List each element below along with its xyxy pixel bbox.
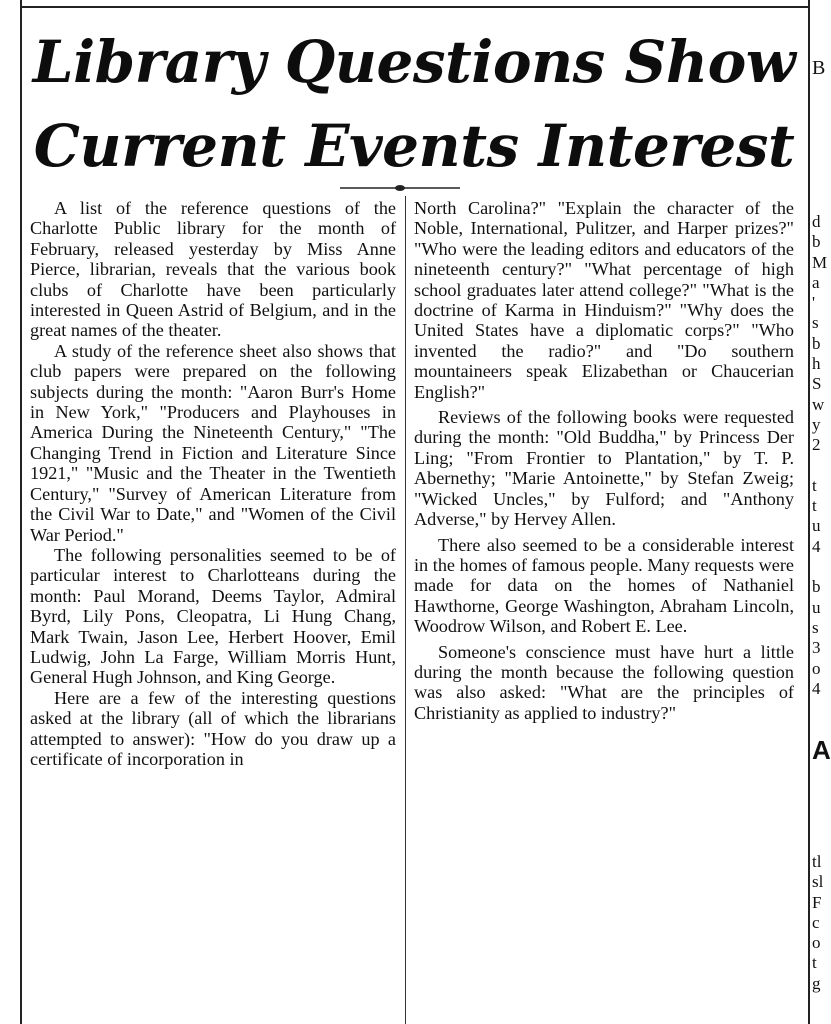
right-column-rule xyxy=(808,0,810,1024)
paragraph-continued: North Carolina?" "Explain the character of the Noble, International, Pulitzer, and Harper prizes?" "Who were the leading editors and educators of the nineteenth century?" "What percentage of high school graduates later attend college?" "What is the doctrine of Karma in Hinduism?" "Why does the United States have a diplomatic corps?" "Who invented the radio?" and "Do southern mountaineers speak Elizabethan or Chaucerian English?" xyxy=(414,198,794,402)
paragraph: The following personalities seemed to be of particular interest to Charlotteans during the month: Paul Morand, Deems Taylor, Admiral Byrd, Lily Pons, Cleopatra, Li Hung Chang, Mark Twain, Jason Lee, Herbert Hoover, Emil Ludwig, John La Farge, William Morris Hunt, General Hugh Johnson, and King George. xyxy=(30,544,396,688)
article-right-column xyxy=(414,198,794,723)
article-left-column xyxy=(30,198,396,769)
headline-line-2: Current Events Interest xyxy=(33,112,795,180)
paragraph: There also seemed to be a considerable interest in the homes of famous people. Many requests were made for data on the homes of Nathaniel Hawthorne, George Washington, Abraham Lincoln, Woodrow Wilson, and Robert E. Lee. xyxy=(414,534,794,637)
headline-divider-ornament xyxy=(340,182,460,194)
adjacent-column-heading-fragment: A xyxy=(812,735,831,765)
adjacent-column-fragment-top: B xyxy=(812,57,826,79)
center-column-rule xyxy=(405,196,406,1024)
paragraph: Someone's conscience must have hurt a little during the month because the following question was also asked: "What are the principles of Christianity as applied to industry?" xyxy=(414,641,794,723)
paragraph: A study of the reference sheet also shows that club papers were prepared on the following subjects during the month: "Aaron Burr's Home in New York," "Producers and Playhouses in America During the Nineteenth Century," "The Changing Trend in Fiction and Literature Since 1921," "Music and the Theater in the Twentieth Century," "Survey of American Literature from the Civil War to Date," and "Women of the Civil War Period." xyxy=(30,340,396,545)
paragraph: Here are a few of the interesting questions asked at the library (all of which the librarians attempted to answer): "How do you draw up a certificate of incorporation in xyxy=(30,687,396,769)
headline-line-1: Library Questions Show xyxy=(32,28,796,96)
adjacent-column-fragment-bottom: tl sl F c o t g xyxy=(812,852,824,993)
top-rule xyxy=(20,6,810,8)
paragraph: Reviews of the following books were requested during the month: "Old Buddha," by Princess Der Ling; "From Frontier to Plantation," by T. P. Abernethy; "Marie Antoinette," by Stefan Zweig; "Wicked Uncles," by Fulford; and "Anthony Adverse," by Hervey Allen. xyxy=(414,407,794,530)
paragraph: A list of the reference questions of the Charlotte Public library for the month of February, released yesterday by Miss Anne Pierce, librarian, reveals that the various book clubs of Charlotte have been particularly interested in Queen Astrid of Belgium, and in the great names of the theater. xyxy=(30,198,396,341)
adjacent-column-fragment-middle: d b M a ' s b h S w y 2 t t u 4 b u s 3 o 4 xyxy=(812,212,828,698)
headline xyxy=(22,20,806,188)
